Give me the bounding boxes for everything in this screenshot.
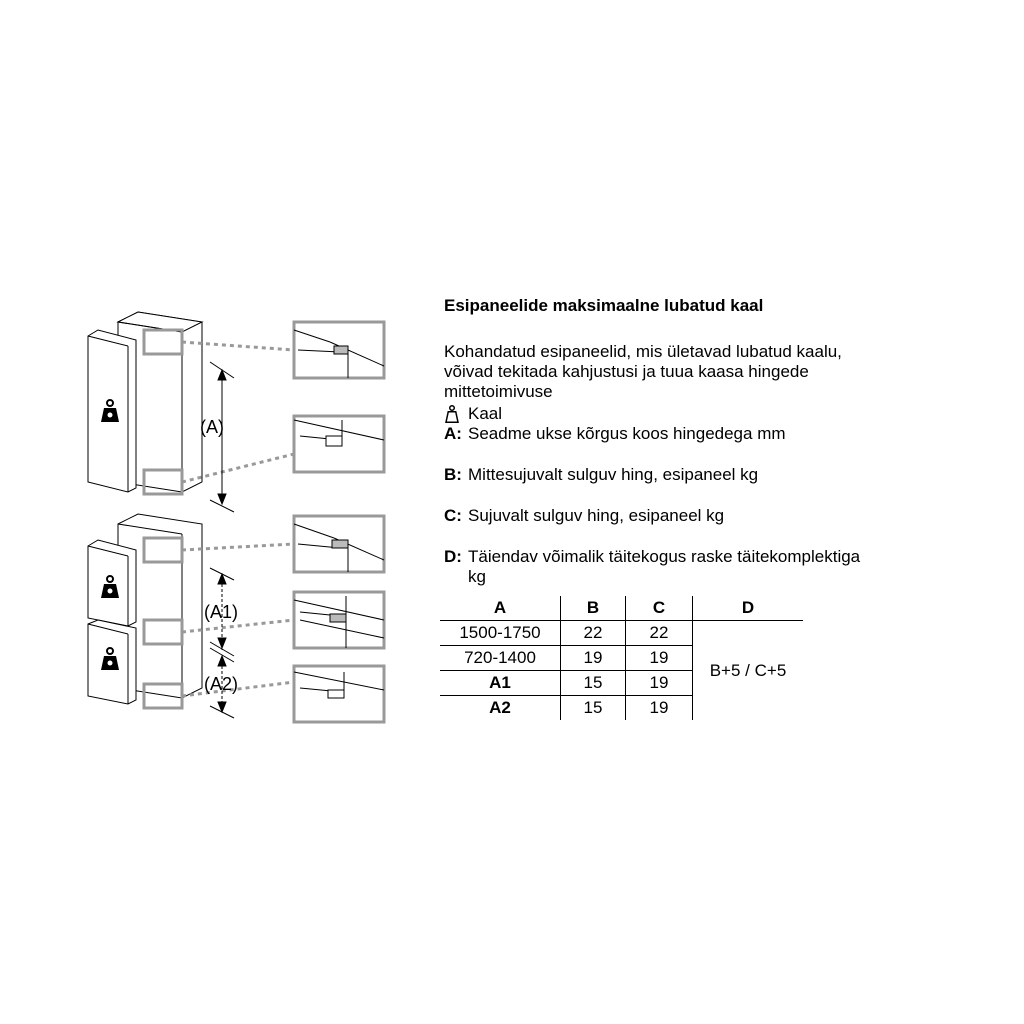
d-value: B+5 / C+5 (693, 621, 804, 721)
dimension-a (210, 362, 234, 512)
zoom-box-5 (294, 666, 384, 722)
intro-text: Kohandatud esipaneelid, mis ületavad lubatud kaalu, võivad tekitada kahjustusi ja tuua kaasa hingede mittetoimivuse (444, 342, 842, 401)
zoom-box-3 (294, 516, 384, 572)
legend-d: D: Täiendav võimalik täitekogus raske täitekomplektiga kg (444, 547, 861, 586)
table-row: 1500-1750 22 22 B+5 / C+5 (440, 621, 803, 646)
header-c: C (626, 596, 693, 621)
zoom-box-1 (294, 322, 384, 378)
section-title: Esipaneelide maksimaalne lubatud kaal (444, 296, 764, 315)
label-a2: (A2) (204, 674, 239, 694)
legend-a: A: Seadme ukse kõrgus koos hingedega mm (444, 424, 786, 443)
zoom-box-4 (294, 592, 384, 648)
table-header-row (440, 596, 803, 621)
weight-icon (444, 405, 460, 423)
label-a: (A) (200, 417, 224, 437)
header-d: D (693, 596, 804, 621)
info-panel (444, 296, 984, 587)
table-row: A1 15 19 (440, 671, 803, 696)
table-row: A2 15 19 (440, 696, 803, 721)
weight-table (440, 596, 803, 720)
legend-b: B: Mittesujuvalt sulguv hing, esipaneel kg (444, 465, 759, 484)
hinge-diagram (70, 290, 430, 730)
zoom-box-2 (294, 416, 384, 472)
label-a1: (A1) (204, 602, 239, 622)
dimension-a1-a2 (210, 568, 234, 718)
legend-c: C: Sujuvalt sulguv hing, esipaneel kg (444, 506, 725, 525)
table-row: 720-1400 19 19 (440, 646, 803, 671)
header-b: B (561, 596, 626, 621)
header-a: A (440, 596, 561, 621)
legend-weight: Kaal (444, 404, 984, 424)
